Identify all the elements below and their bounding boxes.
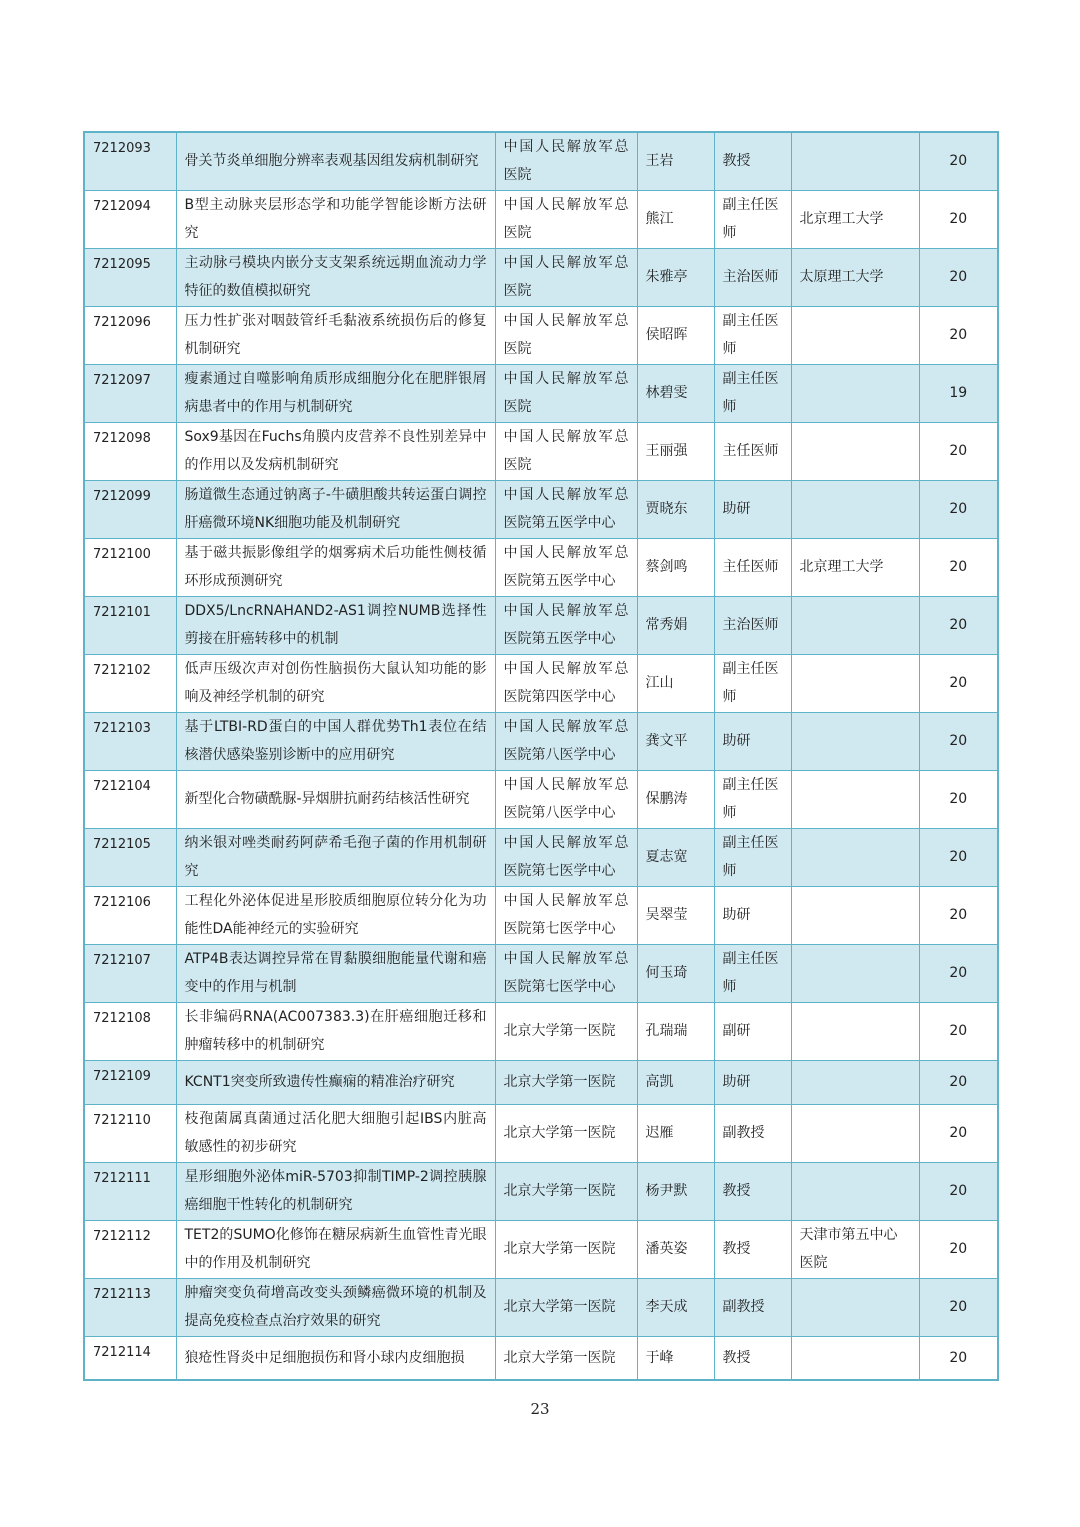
partner-institution-cell: 北京理工大学	[791, 190, 919, 248]
institution-cell: 中国人民解放军总医院	[495, 364, 637, 422]
table-row	[84, 828, 998, 886]
project-id-cell: 7212096	[84, 306, 176, 364]
title-rank-cell: 副研	[714, 1002, 791, 1060]
partner-institution-cell	[791, 1002, 919, 1060]
institution-cell: 中国人民解放军总医院第七医学中心	[495, 828, 637, 886]
investigator-name-cell: 夏志宽	[637, 828, 714, 886]
partner-institution-cell	[791, 422, 919, 480]
title-rank-cell: 副主任医师	[714, 944, 791, 1002]
table-row	[84, 248, 998, 306]
title-rank-cell: 助研	[714, 480, 791, 538]
table-row	[84, 1002, 998, 1060]
investigator-name-cell: 贾晓东	[637, 480, 714, 538]
investigator-name-cell: 李天成	[637, 1278, 714, 1336]
project-title-cell: 新型化合物磺酰脲-异烟肼抗耐药结核活性研究	[176, 770, 495, 828]
funding-amount-cell: 20	[919, 770, 998, 828]
table-row	[84, 1162, 998, 1220]
project-title-cell: 基于磁共振影像组学的烟雾病术后功能性侧枝循环形成预测研究	[176, 538, 495, 596]
project-title-cell: 长非编码RNA(AC007383.3)在肝癌细胞迁移和肿瘤转移中的机制研究	[176, 1002, 495, 1060]
table-row	[84, 1060, 998, 1104]
project-id-cell: 7212104	[84, 770, 176, 828]
project-id-cell: 7212094	[84, 190, 176, 248]
institution-cell: 北京大学第一医院	[495, 1336, 637, 1380]
table-row	[84, 1336, 998, 1380]
partner-institution-cell	[791, 1162, 919, 1220]
table-row	[84, 886, 998, 944]
table-row	[84, 944, 998, 1002]
partner-institution-cell	[791, 1060, 919, 1104]
grant-table	[83, 131, 999, 1381]
institution-cell: 北京大学第一医院	[495, 1060, 637, 1104]
title-rank-cell: 助研	[714, 1060, 791, 1104]
project-title-cell: 肠道微生态通过钠离子-牛磺胆酸共转运蛋白调控肝癌微环境NK细胞功能及机制研究	[176, 480, 495, 538]
project-id-cell: 7212107	[84, 944, 176, 1002]
project-id-cell: 7212102	[84, 654, 176, 712]
project-title-cell: 压力性扩张对咽鼓管纤毛黏液系统损伤后的修复机制研究	[176, 306, 495, 364]
institution-cell: 中国人民解放军总医院第八医学中心	[495, 770, 637, 828]
investigator-name-cell: 侯昭晖	[637, 306, 714, 364]
investigator-name-cell: 孔瑞瑞	[637, 1002, 714, 1060]
project-title-cell: KCNT1突变所致遗传性癫痫的精准治疗研究	[176, 1060, 495, 1104]
institution-cell: 中国人民解放军总医院	[495, 132, 637, 190]
institution-cell: 中国人民解放军总医院第八医学中心	[495, 712, 637, 770]
title-rank-cell: 副教授	[714, 1104, 791, 1162]
table-row	[84, 712, 998, 770]
partner-institution-cell	[791, 654, 919, 712]
table-row	[84, 538, 998, 596]
funding-amount-cell: 20	[919, 886, 998, 944]
partner-institution-cell	[791, 364, 919, 422]
investigator-name-cell: 江山	[637, 654, 714, 712]
table-row	[84, 422, 998, 480]
institution-cell: 中国人民解放军总医院第五医学中心	[495, 480, 637, 538]
project-title-cell: 骨关节炎单细胞分辨率表观基因组发病机制研究	[176, 132, 495, 190]
project-id-cell: 7212103	[84, 712, 176, 770]
institution-cell: 中国人民解放军总医院第五医学中心	[495, 538, 637, 596]
project-title-cell: 星形细胞外泌体miR-5703抑制TIMP-2调控胰腺癌细胞干性转化的机制研究	[176, 1162, 495, 1220]
funding-amount-cell: 20	[919, 248, 998, 306]
partner-institution-cell	[791, 480, 919, 538]
funding-amount-cell: 20	[919, 654, 998, 712]
investigator-name-cell: 高凯	[637, 1060, 714, 1104]
title-rank-cell: 教授	[714, 1220, 791, 1278]
investigator-name-cell: 朱雅亭	[637, 248, 714, 306]
title-rank-cell: 副主任医师	[714, 828, 791, 886]
institution-cell: 中国人民解放军总医院	[495, 248, 637, 306]
title-rank-cell: 副主任医师	[714, 190, 791, 248]
institution-cell: 中国人民解放军总医院第七医学中心	[495, 886, 637, 944]
partner-institution-cell: 天津市第五中心医院	[791, 1220, 919, 1278]
investigator-name-cell: 龚文平	[637, 712, 714, 770]
project-id-cell: 7212097	[84, 364, 176, 422]
project-title-cell: Sox9基因在Fuchs角膜内皮营养不良性别差异中的作用以及发病机制研究	[176, 422, 495, 480]
title-rank-cell: 主任医师	[714, 422, 791, 480]
project-title-cell: ATP4B表达调控异常在胃黏膜细胞能量代谢和癌变中的作用与机制	[176, 944, 495, 1002]
investigator-name-cell: 蔡剑鸣	[637, 538, 714, 596]
project-id-cell: 7212095	[84, 248, 176, 306]
partner-institution-cell	[791, 1278, 919, 1336]
investigator-name-cell: 迟雁	[637, 1104, 714, 1162]
investigator-name-cell: 王岩	[637, 132, 714, 190]
partner-institution-cell	[791, 712, 919, 770]
title-rank-cell: 副主任医师	[714, 306, 791, 364]
table-row	[84, 596, 998, 654]
project-title-cell: TET2的SUMO化修饰在糖尿病新生血管性青光眼中的作用及机制研究	[176, 1220, 495, 1278]
partner-institution-cell	[791, 1104, 919, 1162]
title-rank-cell: 主治医师	[714, 248, 791, 306]
project-id-cell: 7212113	[84, 1278, 176, 1336]
investigator-name-cell: 常秀娟	[637, 596, 714, 654]
funding-amount-cell: 20	[919, 538, 998, 596]
partner-institution-cell: 太原理工大学	[791, 248, 919, 306]
table-row	[84, 190, 998, 248]
project-id-cell: 7212093	[84, 132, 176, 190]
partner-institution-cell	[791, 828, 919, 886]
table-row	[84, 1220, 998, 1278]
project-id-cell: 7212099	[84, 480, 176, 538]
partner-institution-cell	[791, 1336, 919, 1380]
investigator-name-cell: 于峰	[637, 1336, 714, 1380]
title-rank-cell: 副教授	[714, 1278, 791, 1336]
title-rank-cell: 副主任医师	[714, 770, 791, 828]
project-title-cell: 狼疮性肾炎中足细胞损伤和肾小球内皮细胞损	[176, 1336, 495, 1380]
project-title-cell: 枝孢菌属真菌通过活化肥大细胞引起IBS内脏高敏感性的初步研究	[176, 1104, 495, 1162]
investigator-name-cell: 林碧雯	[637, 364, 714, 422]
institution-cell: 北京大学第一医院	[495, 1220, 637, 1278]
project-title-cell: 瘦素通过自噬影响角质形成细胞分化在肥胖银屑病患者中的作用与机制研究	[176, 364, 495, 422]
project-title-cell: 基于LTBI-RD蛋白的中国人群优势Th1表位在结核潜伏感染鉴别诊断中的应用研究	[176, 712, 495, 770]
funding-amount-cell: 20	[919, 712, 998, 770]
title-rank-cell: 教授	[714, 1162, 791, 1220]
investigator-name-cell: 何玉琦	[637, 944, 714, 1002]
funding-amount-cell: 20	[919, 480, 998, 538]
project-title-cell: B型主动脉夹层形态学和功能学智能诊断方法研究	[176, 190, 495, 248]
project-id-cell: 7212114	[84, 1336, 176, 1380]
institution-cell: 中国人民解放军总医院第五医学中心	[495, 596, 637, 654]
project-title-cell: DDX5/LncRNAHAND2-AS1调控NUMB选择性剪接在肝癌转移中的机制	[176, 596, 495, 654]
table-row	[84, 364, 998, 422]
funding-amount-cell: 20	[919, 306, 998, 364]
funding-amount-cell: 20	[919, 190, 998, 248]
funding-amount-cell: 20	[919, 1104, 998, 1162]
table-row	[84, 306, 998, 364]
investigator-name-cell: 杨尹默	[637, 1162, 714, 1220]
project-id-cell: 7212105	[84, 828, 176, 886]
project-title-cell: 肿瘤突变负荷增高改变头颈鳞癌微环境的机制及提高免疫检查点治疗效果的研究	[176, 1278, 495, 1336]
partner-institution-cell	[791, 886, 919, 944]
project-id-cell: 7212111	[84, 1162, 176, 1220]
funding-amount-cell: 20	[919, 1220, 998, 1278]
project-id-cell: 7212106	[84, 886, 176, 944]
title-rank-cell: 主任医师	[714, 538, 791, 596]
title-rank-cell: 助研	[714, 712, 791, 770]
project-title-cell: 工程化外泌体促进星形胶质细胞原位转分化为功能性DA能神经元的实验研究	[176, 886, 495, 944]
partner-institution-cell	[791, 770, 919, 828]
project-title-cell: 低声压级次声对创伤性脑损伤大鼠认知功能的影响及神经学机制的研究	[176, 654, 495, 712]
title-rank-cell: 副主任医师	[714, 364, 791, 422]
table-body	[84, 132, 998, 1380]
funding-amount-cell: 20	[919, 596, 998, 654]
institution-cell: 中国人民解放军总医院	[495, 422, 637, 480]
project-id-cell: 7212110	[84, 1104, 176, 1162]
funding-amount-cell: 19	[919, 364, 998, 422]
partner-institution-cell	[791, 944, 919, 1002]
project-id-cell: 7212112	[84, 1220, 176, 1278]
funding-amount-cell: 20	[919, 422, 998, 480]
title-rank-cell: 教授	[714, 132, 791, 190]
funding-amount-cell: 20	[919, 828, 998, 886]
funding-amount-cell: 20	[919, 1336, 998, 1380]
institution-cell: 中国人民解放军总医院	[495, 190, 637, 248]
investigator-name-cell: 吴翠莹	[637, 886, 714, 944]
project-id-cell: 7212109	[84, 1060, 176, 1104]
partner-institution-cell	[791, 596, 919, 654]
title-rank-cell: 教授	[714, 1336, 791, 1380]
investigator-name-cell: 王丽强	[637, 422, 714, 480]
funding-amount-cell: 20	[919, 1002, 998, 1060]
project-id-cell: 7212108	[84, 1002, 176, 1060]
funding-amount-cell: 20	[919, 1060, 998, 1104]
table-row	[84, 770, 998, 828]
project-title-cell: 纳米银对唑类耐药阿萨希毛孢子菌的作用机制研究	[176, 828, 495, 886]
investigator-name-cell: 熊江	[637, 190, 714, 248]
funding-amount-cell: 20	[919, 1162, 998, 1220]
funding-amount-cell: 20	[919, 1278, 998, 1336]
institution-cell: 中国人民解放军总医院	[495, 306, 637, 364]
table-row	[84, 654, 998, 712]
funding-amount-cell: 20	[919, 944, 998, 1002]
title-rank-cell: 助研	[714, 886, 791, 944]
institution-cell: 北京大学第一医院	[495, 1162, 637, 1220]
title-rank-cell: 主治医师	[714, 596, 791, 654]
partner-institution-cell	[791, 132, 919, 190]
table-row	[84, 1278, 998, 1336]
institution-cell: 北京大学第一医院	[495, 1002, 637, 1060]
project-id-cell: 7212101	[84, 596, 176, 654]
project-title-cell: 主动脉弓模块内嵌分支支架系统远期血流动力学特征的数值模拟研究	[176, 248, 495, 306]
table-row	[84, 480, 998, 538]
institution-cell: 北京大学第一医院	[495, 1104, 637, 1162]
funding-amount-cell: 20	[919, 132, 998, 190]
institution-cell: 北京大学第一医院	[495, 1278, 637, 1336]
institution-cell: 中国人民解放军总医院第七医学中心	[495, 944, 637, 1002]
title-rank-cell: 副主任医师	[714, 654, 791, 712]
page-number: 23	[530, 1400, 550, 1418]
investigator-name-cell: 保鹏涛	[637, 770, 714, 828]
partner-institution-cell: 北京理工大学	[791, 538, 919, 596]
project-id-cell: 7212100	[84, 538, 176, 596]
project-id-cell: 7212098	[84, 422, 176, 480]
table-row	[84, 1104, 998, 1162]
partner-institution-cell	[791, 306, 919, 364]
institution-cell: 中国人民解放军总医院第四医学中心	[495, 654, 637, 712]
investigator-name-cell: 潘英姿	[637, 1220, 714, 1278]
table-row	[84, 132, 998, 190]
